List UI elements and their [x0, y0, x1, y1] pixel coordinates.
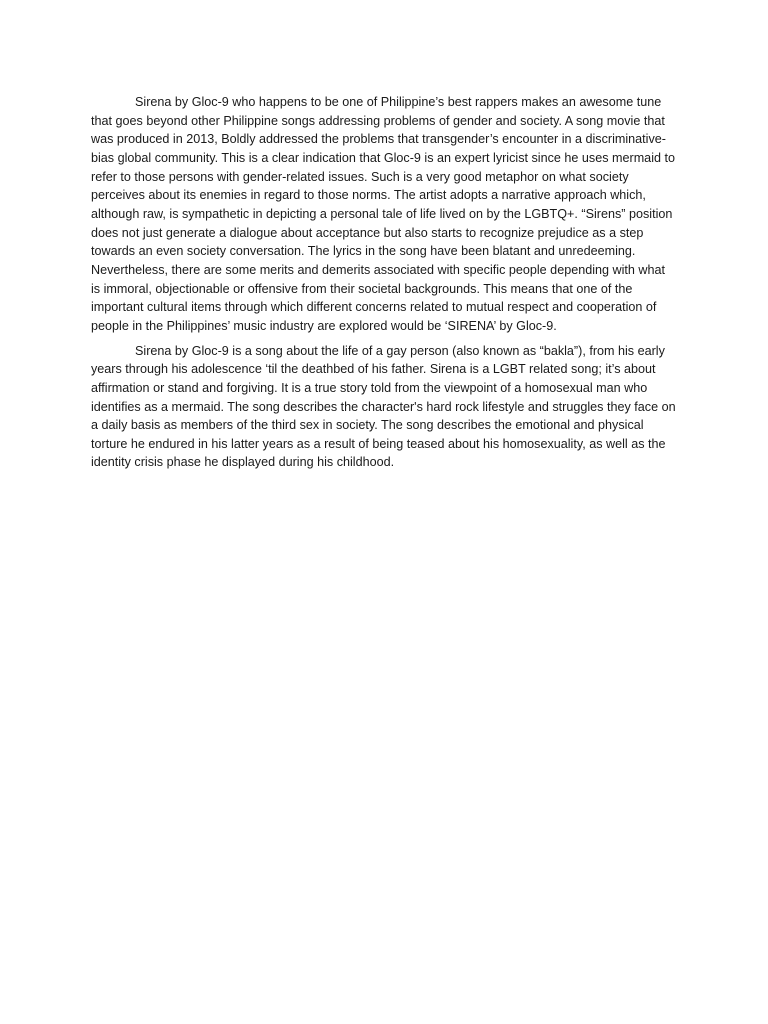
text-line: affirmation or stand and forgiving. It is a true story told from the viewpoint of a homosexual man who	[91, 380, 648, 395]
text-line: years through his adolescence ‘til the deathbed of his father. Sirena is a LGBT related song; it’s about	[91, 362, 656, 377]
text-line: torture he endured in his latter years as a result of being teased about his homosexuality, as well as the	[91, 436, 666, 451]
text-line: identifies as a mermaid. The song describes the character's hard rock lifestyle and struggles they face on	[91, 399, 676, 414]
text-line: Nevertheless, there are some merits and demerits associated with specific people depending with what	[91, 262, 666, 277]
text-line: Sirena by Gloc-9 is a song about the life of a gay person (also known as “bakla”), from his early	[135, 343, 665, 358]
text-line: refer to those persons with gender-related issues. Such is a very good metaphor on what society	[91, 169, 629, 184]
text-line: important cultural items through which different concerns related to mutual respect and cooperation of	[91, 300, 657, 315]
text-line: identity crisis phase he displayed during his childhood.	[91, 455, 395, 470]
text-line: was produced in 2013, Boldly addressed the problems that transgender’s encounter in a discriminative-	[91, 132, 666, 147]
text-line: Sirena by Gloc-9 who happens to be one of Philippine’s best rappers makes an awesome tune	[135, 95, 662, 109]
paragraph-2	[91, 342, 677, 473]
paragraph-1	[91, 93, 677, 336]
text-line: although raw, is sympathetic in depicting a personal tale of life lived on by the LGBTQ+. “Sirens” position	[91, 206, 673, 221]
text-line: bias global community. This is a clear indication that Gloc-9 is an expert lyricist since he uses mermaid to	[91, 150, 675, 165]
text-line: towards an even society conversation. The lyrics in the song have been blatant and unredeeming.	[91, 244, 636, 259]
text-line: a daily basis as members of the third sex in society. The song describes the emotional and physical	[91, 418, 644, 433]
text-line: people in the Philippines’ music industry are explored would be ‘SIRENA’ by Gloc-9.	[91, 318, 557, 333]
document-body	[91, 93, 677, 478]
text-line: does not just generate a dialogue about acceptance but also starts to recognize prejudice as a step	[91, 225, 644, 240]
text-line: that goes beyond other Philippine songs addressing problems of gender and society. A song movie that	[91, 113, 665, 128]
text-line: is immoral, objectionable or offensive from their societal backgrounds. This means that one of the	[91, 281, 633, 296]
text-line: perceives about its enemies in regard to those norms. The artist adopts a narrative approach which,	[91, 188, 646, 203]
